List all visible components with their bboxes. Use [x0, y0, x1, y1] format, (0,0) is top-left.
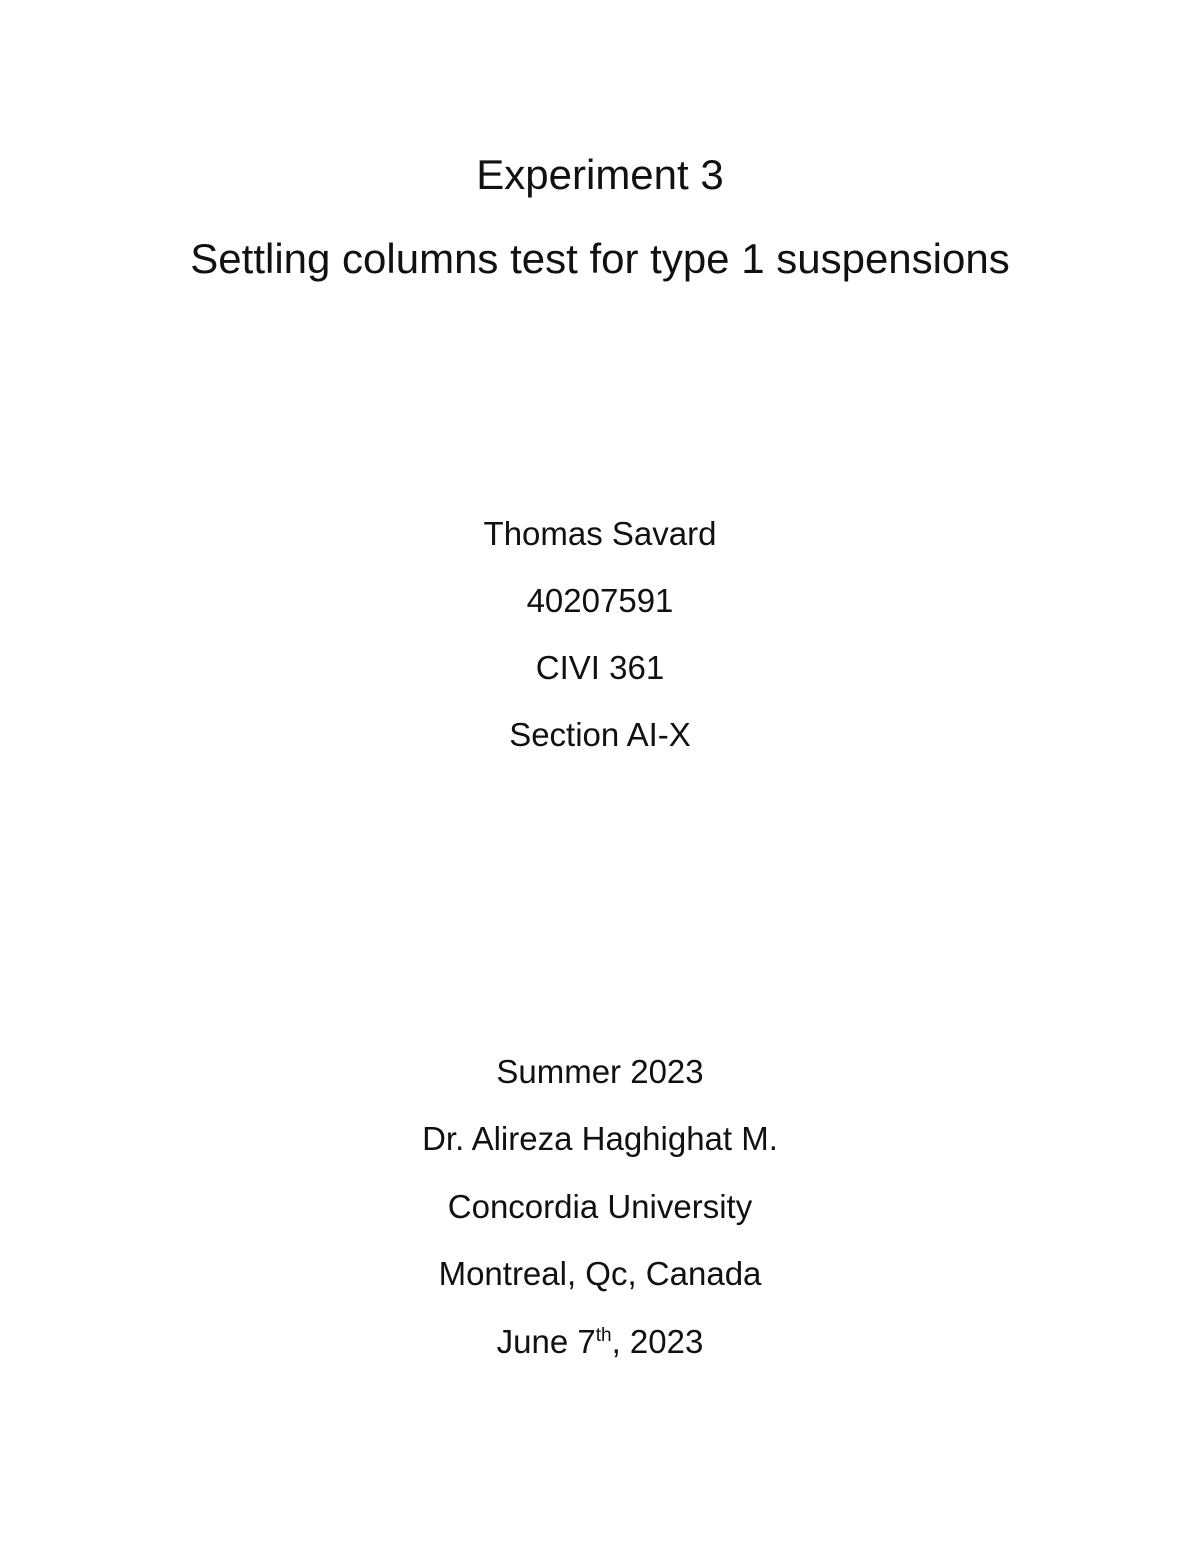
date-prefix: June 7	[496, 1323, 596, 1360]
professor-name: Dr. Alireza Haghighat M.	[422, 1120, 778, 1157]
submission-date	[0, 1325, 1200, 1358]
student-id: 40207591	[526, 582, 674, 619]
page-subtitle: Settling columns test for type 1 suspensions	[190, 235, 1010, 282]
date-rest: , 2023	[611, 1323, 704, 1360]
page-title: Experiment 3	[476, 151, 724, 198]
date-ordinal-suffix: th	[595, 1325, 612, 1346]
term: Summer 2023	[496, 1053, 704, 1090]
course-section: Section AI-X	[509, 716, 691, 753]
location: Montreal, Qc, Canada	[438, 1255, 762, 1292]
course-code: CIVI 361	[535, 649, 665, 686]
university-name: Concordia University	[447, 1188, 753, 1225]
author-name: Thomas Savard	[483, 515, 717, 552]
